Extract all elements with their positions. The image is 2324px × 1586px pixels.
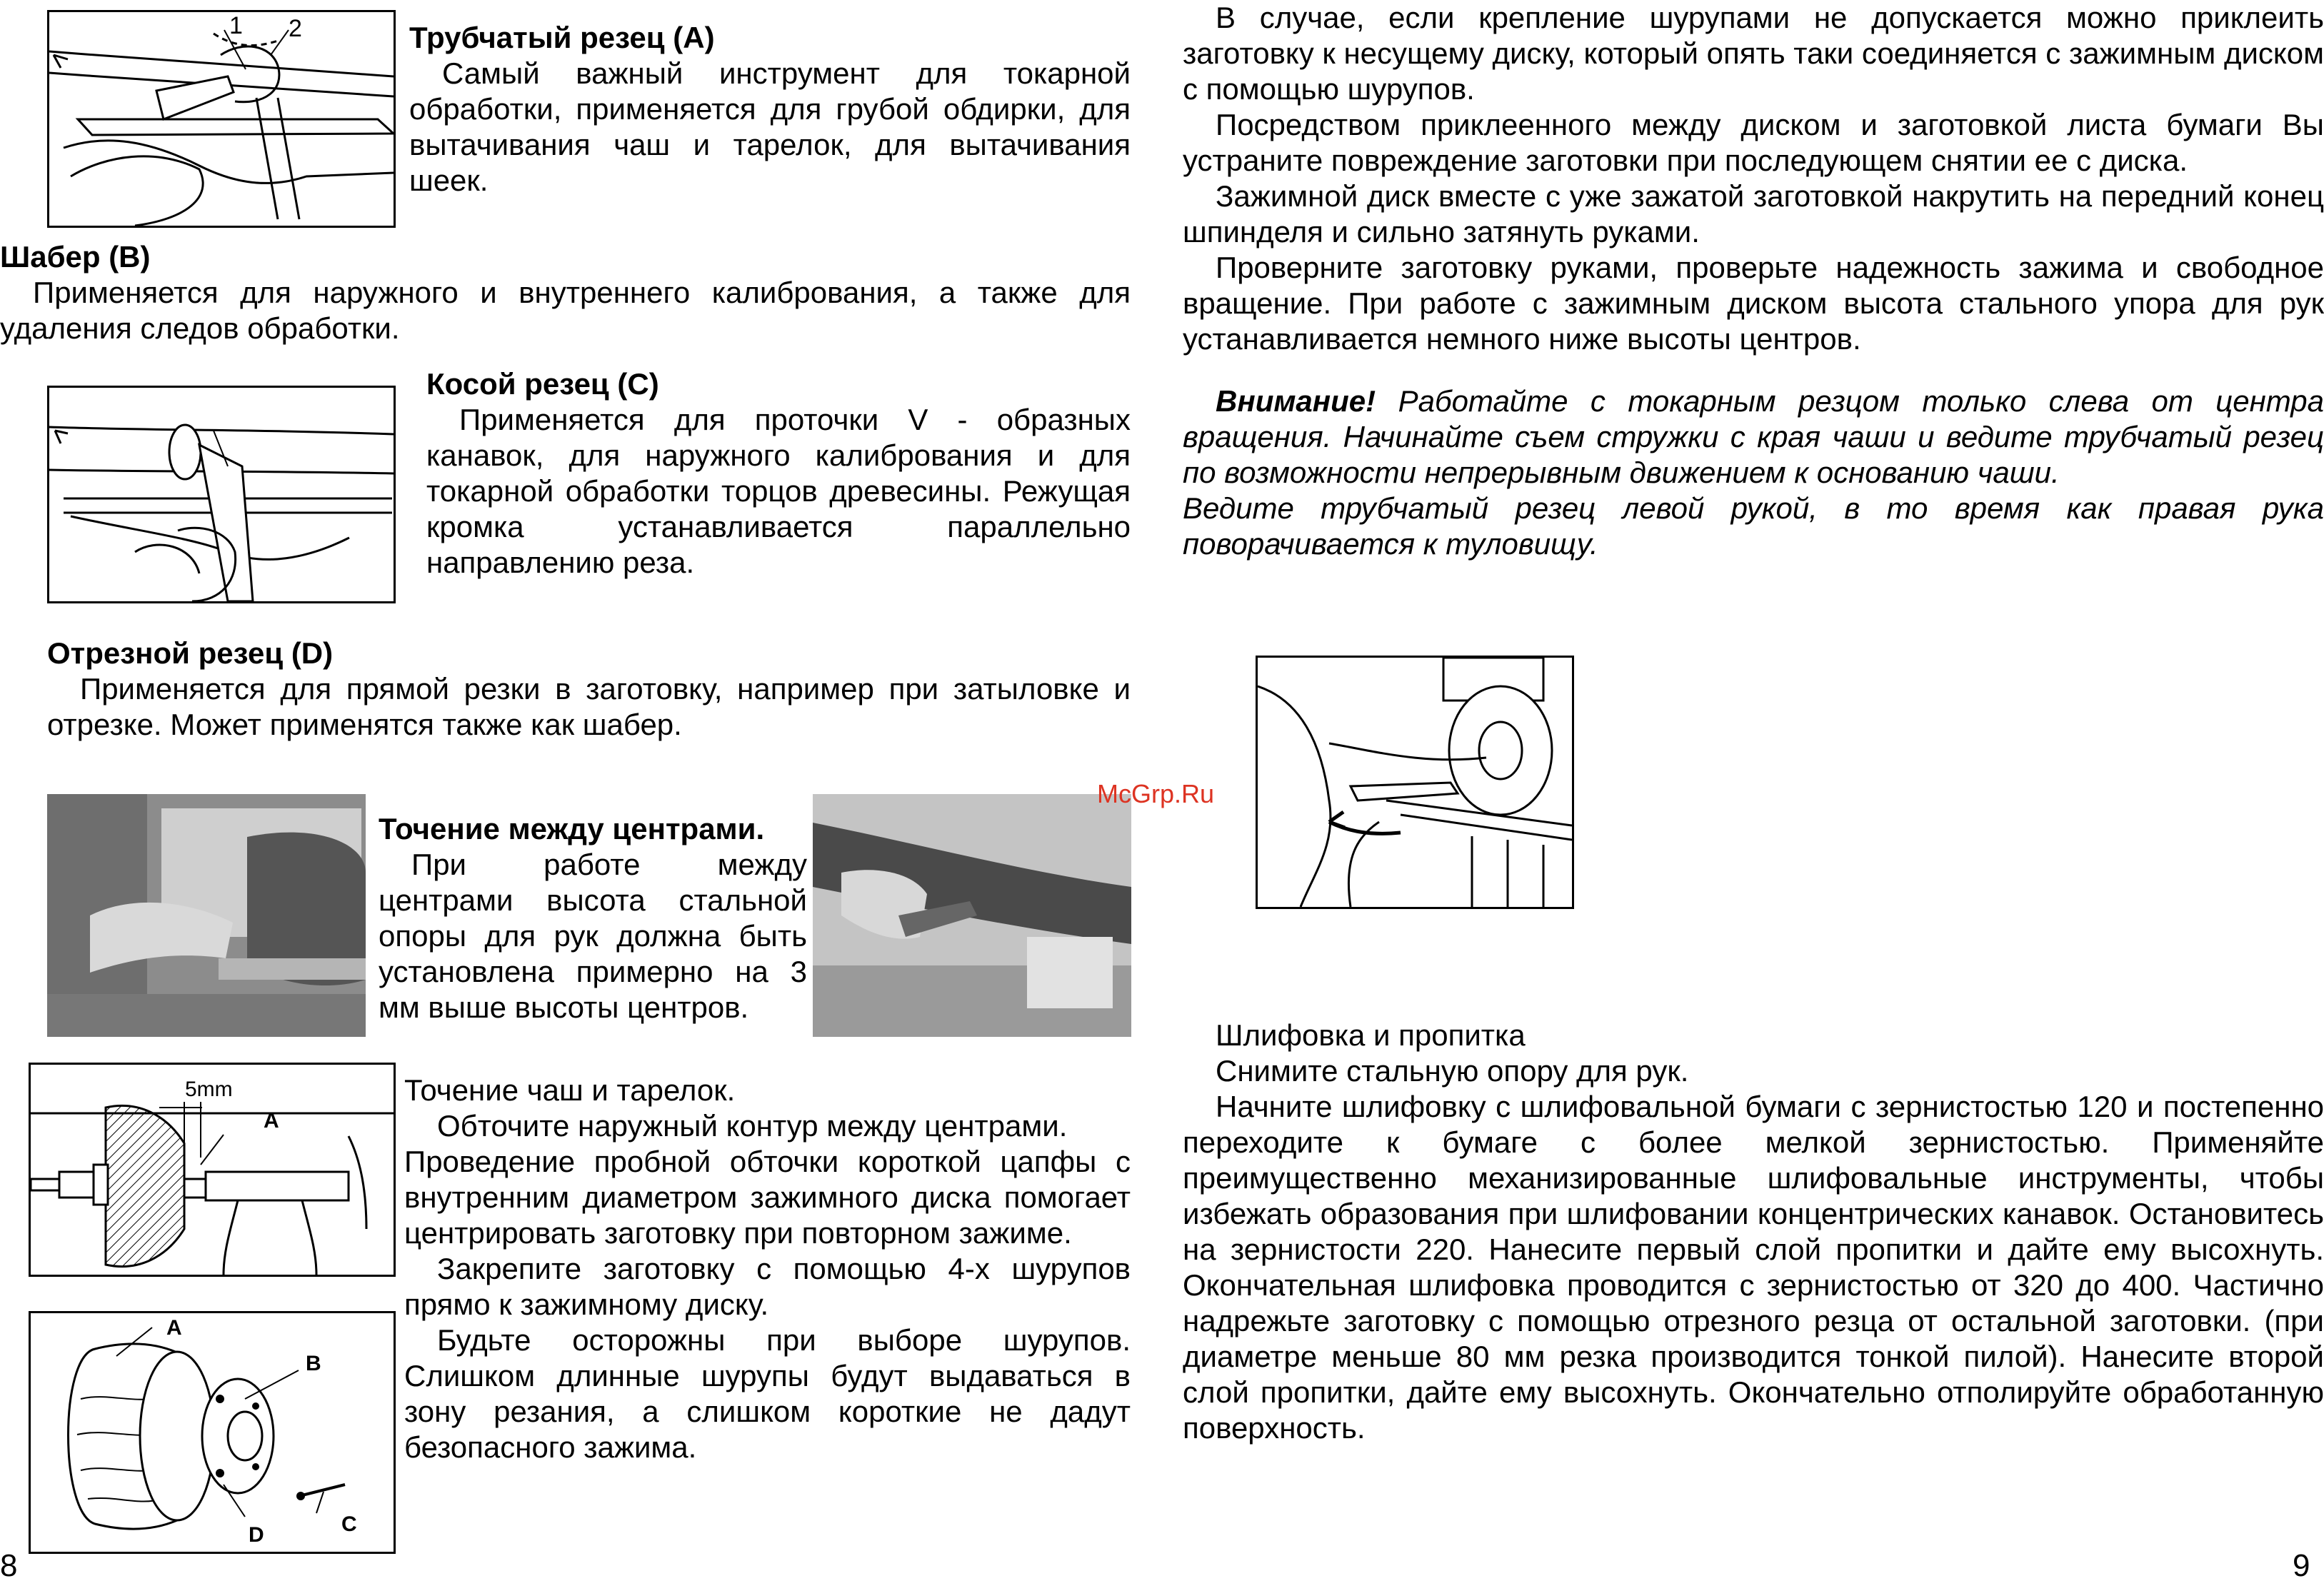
section-c-text: Применяется для проточки V - образных канавок, для наружного калибрования и для токарной обработки торцов древесины. Режущая кромка устанавливается параллельно направлению реза. bbox=[426, 403, 1131, 579]
skew-chisel-illustration bbox=[47, 386, 396, 603]
section-d-text: Применяется для прямой резки в заготовку, например при затыловке и отрезке. Может применятся также как шабер. bbox=[47, 672, 1131, 741]
bowls-text-4: Будьте осторожны при выборе шурупов. Слишком длинные шурупы будут выдаваться в зону резания, а слишком короткие не дадут безопасного зажима. bbox=[404, 1323, 1131, 1464]
fig1-label-1: 1 bbox=[229, 12, 243, 39]
fig6-label-b: B bbox=[306, 1352, 321, 1375]
right-top-text bbox=[1183, 0, 2324, 357]
section-a-title: Трубчатый резец (A) bbox=[409, 21, 715, 54]
warning-label: Внимание! bbox=[1216, 384, 1376, 418]
faceplate-turning-diagram bbox=[29, 1063, 396, 1277]
bowls-text-3: Закрепите заготовку с помощью 4-х шурупов прямо к зажимному диску. bbox=[404, 1252, 1131, 1321]
sanding-text-1: Снимите стальную опору для рук. bbox=[1216, 1054, 1689, 1088]
fig6-label-d: D bbox=[249, 1523, 264, 1547]
bowls-text-2: Проведение пробной обточки короткой цапфы с внутренним диаметром зажимного диска помогает центрировать заготовку при повторном зажиме. bbox=[404, 1145, 1131, 1250]
section-b bbox=[0, 239, 1131, 346]
turning-photo-left bbox=[47, 794, 366, 1037]
section-centers-text: При работе между центрами высота стальной опоры для рук должна быть установлена примерно на 3 мм выше высоты центров. bbox=[379, 848, 807, 1024]
sanding-text-2: Начните шлифовку с шлифовальной бумаги с зернистостью 120 и постепенно переходите к бумаге с более мелкой зернистостью. Применяйте преимущественно механизированные шлифовальные инструменты, чтобы избежать образования при шлифовании концентрических канавок. Остановитесь на зернистости 220. Нанесите первый слой пропитки и дайте ему высохнуть. Окончательная шлифовка проводится с зернистостью от 320 до 400. Частично надрежьте заготовку с помощью отрезного резца от остальной заготовки. (при диаметре меньше 80 мм резка производится тонкой пилой). Нанесите второй слой пропитки, дайте ему высохнуть. Окончательно отполируйте обработанную поверхность. bbox=[1183, 1090, 2324, 1445]
section-a bbox=[409, 20, 1131, 199]
turning-photo-right bbox=[813, 794, 1131, 1037]
bowls-heading: Точение чаш и тарелок. bbox=[404, 1073, 736, 1107]
page-number-right: 9 bbox=[2293, 1548, 2310, 1583]
sanding-section bbox=[1183, 1018, 2324, 1446]
warning-block bbox=[1183, 383, 2324, 562]
fig6-label-c: C bbox=[341, 1512, 357, 1536]
section-centers bbox=[379, 811, 807, 1025]
section-c bbox=[426, 366, 1131, 581]
faceplate-parts-diagram bbox=[29, 1311, 396, 1554]
right-para-2: Посредством приклеенного между диском и заготовкой листа бумаги Вы устраните повреждение заготовки при последующем снятии ее с диска. bbox=[1183, 108, 2324, 177]
gouge-illustration bbox=[47, 10, 396, 228]
section-d-title: Отрезной резец (D) bbox=[47, 636, 334, 670]
section-a-text: Самый важный инструмент для токарной обработки, применяется для грубой обдирки, для вытачивания чаш и тарелок, для вытачивания шеек. bbox=[409, 56, 1131, 197]
watermark: McGrp.Ru bbox=[1097, 779, 1215, 808]
fig5-label-a: A bbox=[264, 1109, 279, 1133]
right-para-1: В случае, если крепление шурупами не допускается можно приклеить заготовку к несущему диску, который опять таки соединяется с зажимным диском с помощью шурупов. bbox=[1183, 1, 2324, 106]
fig5-dimension: 5mm bbox=[185, 1078, 233, 1101]
section-b-title: Шабер (B) bbox=[0, 240, 151, 273]
right-para-3: Зажимной диск вместе с уже зажатой заготовкой накрутить на передний конец шпинделя и сильно затянуть руками. bbox=[1183, 179, 2324, 249]
sanding-title: Шлифовка и пропитка bbox=[1216, 1018, 1526, 1052]
section-bowls bbox=[404, 1073, 1131, 1465]
section-c-title: Косой резец (C) bbox=[426, 367, 659, 401]
section-d bbox=[47, 636, 1131, 743]
fig1-label-2: 2 bbox=[289, 15, 302, 42]
warning-text-2: Ведите трубчатый резец левой рукой, в то время как правая рука поворачивается к туловищу. bbox=[1183, 491, 2324, 561]
page-number-left: 8 bbox=[0, 1548, 18, 1583]
warning-text: Работайте с токарным резцом только слева от центра вращения. Начинайте съем стружки с края чаши и ведите трубчатый резец по возможности непрерывным движением к основанию чаши. bbox=[1183, 384, 2324, 489]
fig6-label-a: A bbox=[166, 1316, 182, 1340]
bowls-text-1: Обточите наружный контур между центрами. bbox=[437, 1109, 1068, 1143]
right-para-4: Проверните заготовку руками, проверьте надежность зажима и свободное вращение. При работе с зажимным диском высота стального упора для рук устанавливается немного ниже высоты центров. bbox=[1183, 251, 2324, 356]
section-centers-title: Точение между центрами. bbox=[379, 812, 765, 845]
gouge-on-lathe-illustration bbox=[1256, 656, 1574, 909]
section-b-text: Применяется для наружного и внутреннего калибрования, а также для удаления следов обработки. bbox=[0, 276, 1131, 345]
